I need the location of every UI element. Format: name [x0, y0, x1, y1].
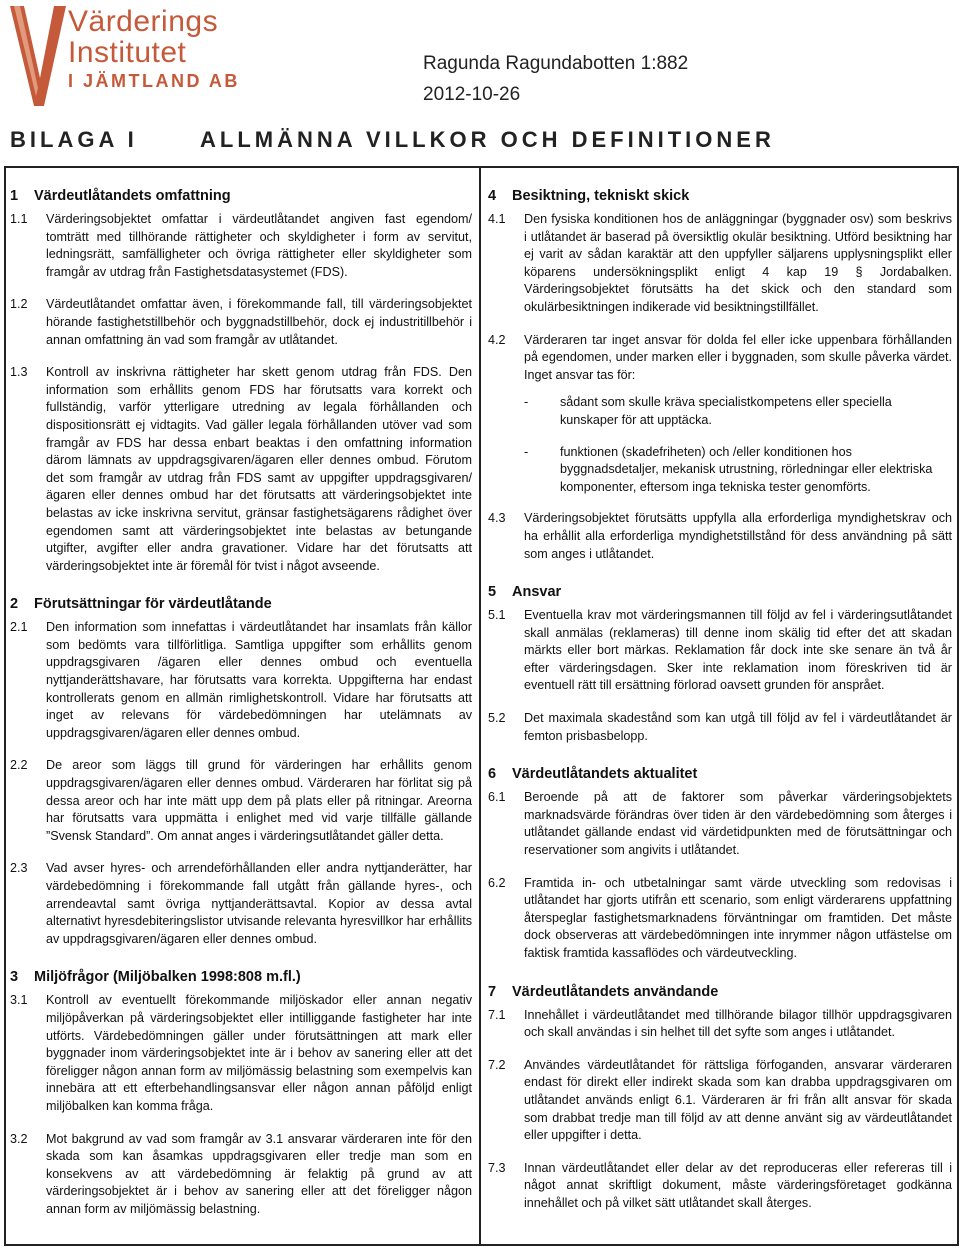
clause-number: 1.1	[10, 212, 28, 226]
left-column	[10, 186, 472, 1238]
clause-number: 7.1	[488, 1007, 506, 1022]
clause-text: Värderingsobjektet förutsätts uppfylla alla erforderliga myndighetskrav och ha erhållit alla erforderliga myndighetstillstånd för dess användning på sätt som anges i utlåtandet.	[524, 511, 952, 561]
clause-number: 5.2	[488, 711, 506, 726]
logo-v-mark	[10, 6, 66, 106]
section-title: Miljöfrågor (Miljöbalken 1998:808 m.fl.)	[34, 969, 301, 986]
column-divider	[479, 166, 481, 1246]
clause	[488, 789, 952, 859]
section-title: Besiktning, tekniskt skick	[512, 188, 690, 204]
property-name: Ragunda Ragundabotten 1:882	[423, 53, 689, 74]
section-spacer	[10, 1234, 472, 1238]
section-title: Värdeutlåtandets användande	[512, 983, 719, 1000]
company-logo	[10, 6, 242, 106]
clause-number: 6.2	[488, 875, 506, 890]
section-number: 5	[488, 584, 497, 601]
bullet-text: sådant som skulle kräva specialistkompetens eller speciella kunskaper för att upptäcka.	[560, 395, 892, 427]
clause-number: 2.1	[10, 620, 28, 635]
section-heading	[488, 582, 952, 602]
clause	[488, 332, 952, 385]
section-title: Förutsättningar för värdeutlåtande	[34, 596, 272, 613]
clause	[10, 757, 472, 845]
clause	[488, 710, 952, 745]
section-number: 7	[488, 983, 497, 1000]
clause	[10, 211, 472, 281]
logo-line-1: Värderings	[68, 5, 219, 38]
clause-text: Innehållet i värdeutlåtandet med tillhörande bilagor tillhör uppdragsgivaren och skall användas i sin helhet till det syfte som anges i utlåtandet.	[524, 1007, 952, 1040]
section-number: 2	[10, 596, 19, 613]
clause-bullet	[524, 394, 952, 429]
right-column	[488, 186, 952, 1232]
bullet-dash: -	[524, 444, 529, 459]
clause-number: 4.2	[488, 332, 506, 347]
clause	[488, 211, 952, 317]
clause-number: 3.1	[10, 993, 28, 1008]
clause	[10, 364, 472, 575]
section-number: 3	[10, 969, 19, 986]
bullet-dash: -	[524, 395, 529, 410]
clause-number: 6.1	[488, 790, 506, 805]
section-heading	[10, 186, 472, 206]
section-title: Ansvar	[512, 584, 562, 601]
section-number: 4	[488, 188, 497, 204]
section-heading	[488, 764, 952, 784]
clause-text: Den fysiska konditionen hos de anläggningar (byggnader osv) som beskrivs i utlåtandet är baserad på översiktlig okulär besiktning. Utförd besiktning har ej varit av sådan karaktär att den uppfyller säljarens upplysningsplikt eller köparens undersökningsplikt enligt 4 kap 19 § Jordabalken. Värderingsobjektet förutsätts ha det skick och den standard som okulärbesiktningen indikerade vid besiktningstillfället.	[524, 212, 952, 314]
clause-text: Värderingsobjektet omfattar i värdeutlåtandet angiven fast egendom/ tomträtt med tillhörande rättigheter och skyldigheter i form av servitut, ledningsrätt, samfälligheter och övriga rättigheter eller skyldigheter som framgår av utdrag från Fastighetsdatasystemet (FDS).	[46, 212, 472, 279]
clause-number: 1.2	[10, 297, 28, 312]
logo-text	[68, 6, 240, 94]
page-title	[10, 127, 950, 157]
clause-number: 3.2	[10, 1131, 28, 1146]
appendix-label: BILAGA I	[10, 127, 138, 152]
clause-text: Den information som innefattas i värdeutlåtandet har insamlats från källor som bedömts vara tillförlitliga. Samtliga uppgifter som erhållits genom uppdragsgivaren /ägaren eller dennes ombud och eventuella nyttjanderättshavare, har förutsatts vara korrekta. Uppgifterna har endast kontrollerats genom en allmän rimlighetskontroll. Vidare har förutsatts att inget av relevans för värdebedömningen har utelämnats av uppdragsgivaren/ägaren eller dennes ombud.	[46, 620, 472, 740]
section-number: 6	[488, 766, 497, 783]
clause-text: Innan värdeutlåtandet eller delar av det reproduceras eller refereras till i något annat skriftligt dokument, måste värderingsföretaget godkänna innehållet och på vilket sätt utlåtandet skall återges.	[524, 1160, 952, 1210]
clause-text: Värderaren tar inget ansvar för dolda fel eller icke uppenbara förhållanden på egendomen, under marken eller i byggnaden, som skulle påverka värdet. Inget ansvar tas för:	[524, 332, 952, 382]
section-heading	[10, 594, 472, 614]
clause	[10, 619, 472, 742]
clause-number: 5.1	[488, 608, 506, 623]
clause-text: Eventuella krav mot värderingsmannen till följd av fel i värderingsutlåtandet skall anmälas (reklameras) till denne inom skälig tid efter det att skadan märkts eller bort märkas. Reklamation får dock inte ske senare än två år efter värderingsdagen. Sker inte reklamation inom föreskriven tid är eventuell rätt till ersättning förlorad oavsett grunden för ansprået.	[524, 608, 952, 693]
clause-number: 2.2	[10, 758, 28, 773]
section-heading	[488, 982, 952, 1002]
header-info	[423, 48, 688, 110]
clause-text: Värdeutlåtandet omfattar även, i förekommande fall, till värderingsobjektet hörande fastighetstillbehör och byggnadstillbehör, dock ej industritillbehör i annan omfattning än vad som framgår av utlåtandet.	[46, 297, 472, 347]
clause-text: Framtida in- och utbetalningar samt värde utveckling som redovisas i utlåtandet har gjorts utifrån ett scenario, som enligt värderarens uppfattning återspeglar fastighetsmarknadens förväntningar om framtiden. Det måste dock observeras att värdebedömningen inte inrymmer någon utfästelse om faktisk framtida kassaflödes och värdeutveckling.	[524, 875, 952, 960]
clause	[10, 296, 472, 349]
clause	[10, 1131, 472, 1219]
clause-text: Beroende på att de faktorer som påverkar värderingsobjektets marknadsvärde förändras över tiden är den värdebedömning som återges i utlåtandet gällande endast vid värdetidpunkten med de förutsättningar och reservationer som angivits i utlåtandet.	[524, 790, 952, 858]
section-heading	[10, 967, 472, 987]
document-date: 2012-10-26	[423, 84, 521, 105]
clause	[488, 875, 952, 963]
clause-text: Mot bakgrund av vad som framgår av 3.1 ansvarar värderaren inte för den skada som kan åsamkas uppdragsgivaren eller tredje man som en konsekvens av att värdebedömning är felaktig på grund av att värderingsobjektet är i behov av sanering eller att det föreligger någon annan form av miljömässig belastning.	[46, 1131, 472, 1216]
bullet-text: funktionen (skadefriheten) och /eller konditionen hos byggnadsdetaljer, mekanisk utrustning, rörledningar eller elektriska komponenter, eftersom inga tekniska tester genomförts.	[560, 444, 933, 494]
clause	[10, 860, 472, 948]
logo-line-2: Institutet	[68, 36, 187, 69]
clause-text: Kontroll av inskrivna rättigheter har skett genom utdrag från FDS. Den information som erhållits genom FDS har förutsatts vara korrekt och fullständig, varför ytterligare utredning av legala förhållanden och dispositionsrätt ej vidtagits. Vad gäller legala förhållanden utöver vad som framgår av FDS har dessa enbart beaktas i den omfattning information därom lämnats av uppdragsgivaren/ägaren eller dennes ombud. Förutom det som framgår av utdrag från FDS samt av uppgifter uppdragsgivaren/ägaren eller dennes ombud har det förutsatts att värderingsobjektet inte belastas av icke inskrivna servitut, gränsar fastighetsägarens rådighet över egendomen samt att värderingsobjektet inte belastas av betungande utgifter, avgifter eller andra gravationer. Vidare har det förutsatts att värderingsobjektet inte är föremål för tvist i något avseende.	[46, 365, 472, 573]
clause-number: 2.3	[10, 861, 28, 876]
appendix-heading: ALLMÄNNA VILLKOR OCH DEFINITIONER	[200, 127, 775, 152]
clause-text: Användes värdeutlåtandet för rättsliga förfoganden, ansvarar värderaren endast för direkt eller indirekt skada som kan drabba uppdragsgivaren om utlåtandet används enligt 6.1. Värderaren är fri från allt ansvar för skada som drabbat tredje man till följd av att denne använt sig av värdeutlåtandet eller uppgifter i detta.	[524, 1057, 952, 1143]
clause	[488, 1057, 952, 1145]
clause-text: De areor som läggs till grund för värderingen har erhållits genom uppdragsgivaren/ägaren eller dennes ombud. Värderaren har förlitat sig på dessa areor och har inte mätt upp dem på plats eller på ritningar. Areorna har förutsatts vara uppmätta i enlighet med vid varje tillfälle gällande ”Svensk Standard”. Om annat anges i värderingsutlåtandet gäller detta.	[46, 758, 472, 843]
section-title: Värdeutlåtandets aktualitet	[512, 766, 698, 783]
clause-bullet	[524, 444, 952, 497]
clause-number: 4.1	[488, 212, 506, 226]
logo-line-3: I JÄMTLAND AB	[68, 71, 240, 91]
clause-text: Det maximala skadestånd som kan utgå till följd av fel i värdeutlåtandet är femton prisbasbelopp.	[524, 711, 952, 743]
clause-number: 7.3	[488, 1160, 506, 1175]
clause	[488, 607, 952, 695]
section-spacer	[488, 1228, 952, 1232]
section-number: 1	[10, 188, 19, 204]
clause-text: Vad avser hyres- och arrendeförhållanden eller andra nyttjanderätter, har värdebedömning i förekommande fall utgått från gällande hyres-, och arrendeavtal samt övriga nyttjanderättsavtal. Kopior av dessa avtal alternativt hyresdebiteringslistor utvisande relevanta hyresvillkor har erhållits av uppdragsgivaren/ägaren eller dennes ombud.	[46, 861, 472, 946]
clause	[488, 1160, 952, 1213]
section-heading	[488, 186, 952, 206]
clause-number: 1.3	[10, 365, 28, 380]
clause	[488, 1007, 952, 1042]
clause-number: 4.3	[488, 511, 506, 526]
clause	[488, 510, 952, 563]
section-title: Värdeutlåtandets omfattning	[34, 188, 231, 204]
clause-text: Kontroll av eventuellt förekommande miljöskador eller annan negativ miljöpåverkan på värderingsobjektet eller intilliggande fastigheter har inte utförts. Värdebedömningen gäller under förutsättningen att mark eller byggnader inom värderingsobjektet inte är i behov av sanering eller att det föreligger någon annan form av miljömässig belastning som exempelvis kan innebära att ett efterbehandlingsansvar eller någon annan påföljd enligt miljöbalken kan komma fråga.	[46, 993, 472, 1113]
clause-number: 7.2	[488, 1057, 506, 1072]
clause	[10, 992, 472, 1115]
